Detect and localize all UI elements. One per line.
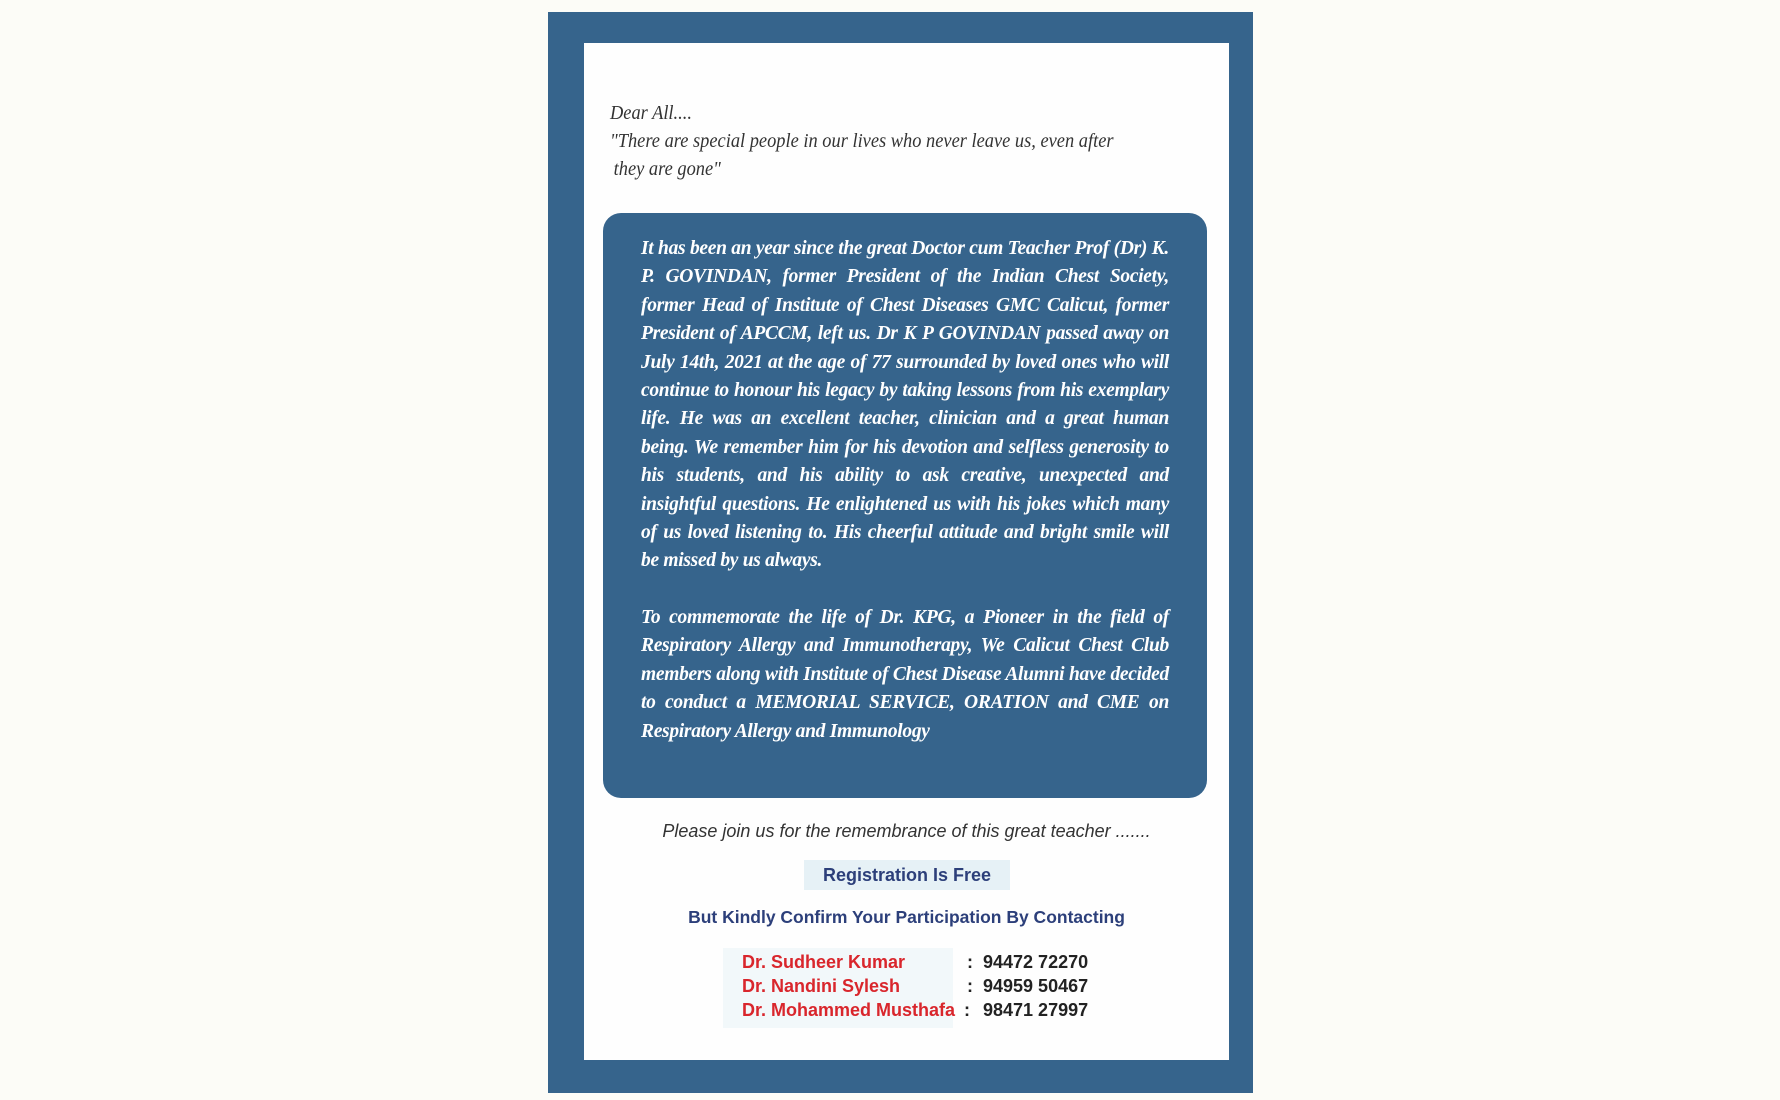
poster-sheet: [584, 43, 1229, 1060]
greeting-block: [610, 99, 1153, 183]
contact-separator: :: [967, 952, 973, 972]
confirm-text: But Kindly Confirm Your Participation By Contacting: [688, 907, 1125, 927]
contact-name: Dr. Nandini Sylesh: [742, 976, 901, 996]
registration-badge: Registration Is Free: [804, 860, 1010, 890]
quote-line-2: they are gone": [613, 158, 721, 180]
tribute-box: [603, 213, 1207, 798]
contact-phone: 94472 72270: [983, 952, 1089, 972]
tribute-paragraph-2: To commemorate the life of Dr. KPG, a Pioneer in the field of Respiratory Allergy and Immunotherapy, We Calicut Chest Club members along with Institute of Chest Disease Alumni have decided to conduct a MEMORIAL SERVICE, ORATION and CME on Respiratory Allergy and Immunology: [641, 606, 1169, 742]
contact-separator: :: [964, 1000, 970, 1020]
tribute-text: [641, 235, 1169, 746]
tribute-paragraph-1: It has been an year since the great Doctor cum Teacher Prof (Dr) K. P. GOVINDAN, former President of the Indian Chest Society, former Head of Institute of Chest Diseases GMC Calicut, former President of APCCM, left us. Dr K P GOVINDAN passed away on July 14th, 2021 at the age of 77 surrounded by loved ones who will continue to honour his legacy by taking lessons from his exemplary life. He was an excellent teacher, clinician and a great human being. We remember him for his devotion and selfless generosity to his students, and his ability to ask creative, unexpected and insightful questions. He enlightened us with his jokes which many of us loved listening to. His cheerful attitude and bright smile will be missed by us always.: [641, 238, 1169, 572]
contact-name: Dr. Mohammed Musthafa: [742, 1000, 956, 1020]
contact-separator: :: [967, 976, 973, 996]
contact-name: Dr. Sudheer Kumar: [742, 952, 906, 972]
quote-line-1: "There are special people in our lives who never leave us, even after: [610, 130, 1114, 152]
greeting: Dear All....: [610, 102, 692, 124]
contact-phone: 94959 50467: [983, 976, 1089, 996]
contact-phone: 98471 27997: [983, 1000, 1089, 1020]
join-invitation: Please join us for the remembrance of this great teacher .......: [662, 821, 1151, 841]
poster-frame: [548, 12, 1253, 1093]
